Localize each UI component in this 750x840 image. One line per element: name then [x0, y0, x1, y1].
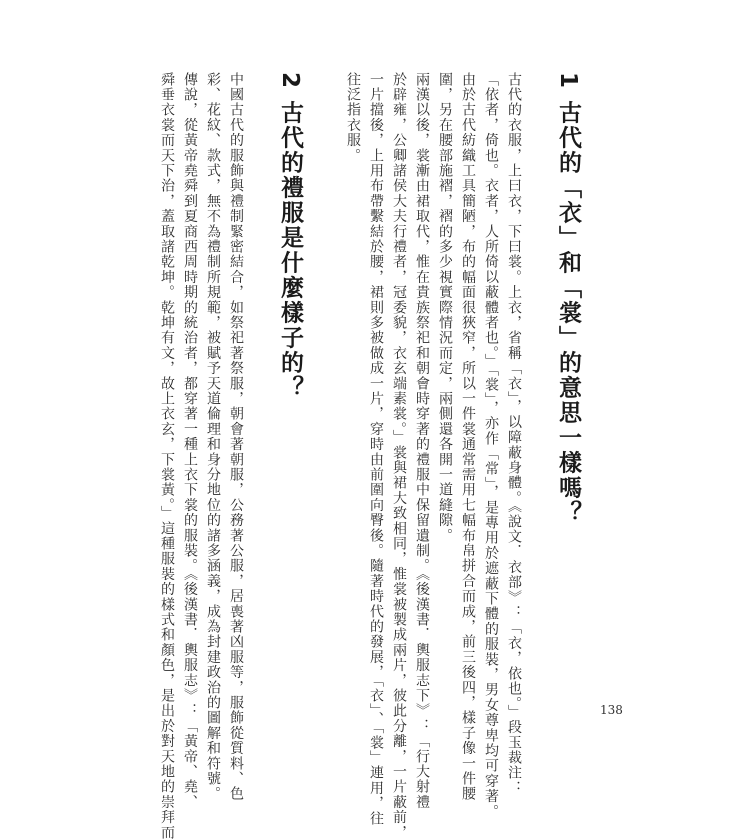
section-2-heading: 2 古代的禮服是什麼樣子的？	[277, 72, 303, 401]
page-number: 138	[600, 703, 623, 717]
section-1-line-8: 往泛指衣服。	[345, 72, 361, 164]
section-2-line-4: 舜垂衣裳而天下治，蓋取諸乾坤。乾坤有文，故上衣玄，下裳黃。」這種服裝的樣式和顏色，是出於對天地的崇拜而	[159, 72, 175, 840]
section-2-line-1: 中國古代的服飾與禮制緊密結合，如祭祀著祭服，朝會著朝服，公務著公服，居喪著凶服等，服飾從質料、色	[228, 72, 244, 802]
section-1-line-5: 兩漢以後，裳漸由裙取代，惟在貴族祭祀和朝會時穿著的禮服中保留遺制。《後漢書．輿服志下》：「行大射禮	[414, 72, 430, 810]
section-1-line-2: 「依者，倚也。衣者，人所倚以蔽體者也。」「裳」，亦作「常」，是專用於遮蔽下體的服裝，男女尊卑均可穿著。	[483, 72, 499, 820]
section-1-heading: 1 古代的「衣」和「裳」的意思一樣嗎？	[555, 72, 581, 526]
section-2-line-2: 彩、花紋、款式，無不為禮制所規範，被賦予天道倫理和身分地位的諸多涵義，成為封建政治的圖解和符號。	[205, 72, 221, 802]
section-1-line-3: 由於古代紡織工具簡陋，布的幅面很狹窄，所以一件裳通常需用七幅布帛拼合而成，前三後四，樣子像一件腰	[460, 72, 476, 802]
section-1-line-4: 圍，另在腰部施褶，褶的多少視實際情況而定，兩側還各開一道縫隙。	[437, 72, 453, 544]
section-1-line-6: 於辟雍，公卿諸侯大夫行禮者，冠委貌，衣玄端素裳。」裳與裙大致相同，惟裳被製成兩片，彼此分離，一片蔽前，	[391, 72, 407, 840]
section-1-line-7: 一片擋後，上用布帶繫結於腰，裙則多被做成一片，穿時由前圍向臀後。隨著時代的發展，「衣」、「裳」連用，往	[368, 72, 384, 827]
section-1-line-1: 古代的衣服，上曰衣，下曰裳。上衣，省稱「衣」，以障蔽身體。《說文．衣部》：「衣，依也。」段玉裁注：	[506, 72, 522, 796]
section-2-line-3: 傳說，從黃帝堯舜到夏商西周時期的統治者，都穿著一種上衣下裳的服裝。《後漢書．輿服志》：「黃帝、堯、	[182, 72, 198, 810]
